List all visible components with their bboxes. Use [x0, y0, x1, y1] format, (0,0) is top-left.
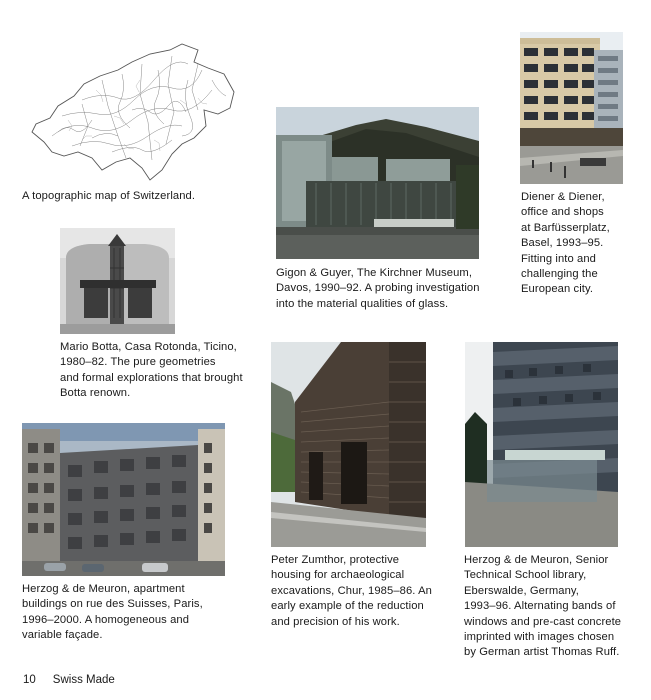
caption-line: excavations, Chur, 1985–86. An — [271, 584, 432, 597]
section-title: Swiss Made — [52, 674, 115, 686]
caption-line: Diener & Diener, — [521, 191, 605, 203]
kirchner-museum-photo — [276, 107, 479, 259]
barfusserplatz-building-photo — [520, 32, 623, 184]
caption-line: office and shops — [521, 206, 604, 219]
caption-line: Basel, 1993–95. — [521, 237, 604, 250]
caption-line: 1993–96. Alternating bands of — [464, 600, 616, 613]
herzog-paris-caption — [22, 582, 203, 644]
caption-line: challenging the — [521, 268, 598, 281]
caption-line: into the material qualities of glass. — [276, 297, 449, 310]
kirchner-caption — [276, 266, 480, 312]
switzerland-map-figure — [22, 40, 238, 182]
chur-shelter-image — [271, 342, 426, 547]
caption-line: Gigon & Guyer, The Kirchner Museum, — [276, 267, 473, 279]
page-footer — [23, 674, 115, 686]
rue-des-suisses-image — [22, 423, 225, 576]
diener-caption — [521, 190, 610, 298]
rue-des-suisses-photo — [22, 423, 225, 576]
caption-line: imprinted with images chosen — [464, 631, 615, 644]
caption-line: 1996–2000. A homogeneous and — [22, 613, 190, 626]
caption-line: 1980–82. The pure geometries — [60, 356, 216, 369]
caption-line: Botta renown. — [60, 387, 131, 400]
eberswalde-library-image — [465, 342, 618, 547]
caption-line: buildings on rue des Suisses, Paris, — [22, 598, 203, 611]
herzog-library-caption — [464, 553, 621, 661]
kirchner-museum-image — [276, 107, 479, 259]
page-number: 10 — [23, 674, 36, 686]
map-caption — [22, 189, 195, 204]
chur-shelter-photo — [271, 342, 426, 547]
caption-line: Fitting into and — [521, 252, 596, 265]
casa-rotonda-photo — [60, 228, 175, 334]
caption-line: A topographic map of Switzerland. — [22, 190, 196, 202]
caption-line: Eberswalde, Germany, — [464, 584, 579, 597]
caption-line: Technical School library, — [464, 569, 587, 582]
eberswalde-library-photo — [465, 342, 618, 547]
switzerland-map-image — [22, 40, 238, 182]
caption-line: at Barfüsserplatz, — [521, 221, 610, 234]
caption-line: Herzog & de Meuron, Senior — [464, 554, 609, 566]
caption-line: and formal explorations that brought — [60, 371, 243, 384]
caption-line: Davos, 1990–92. A probing investigation — [276, 282, 480, 295]
caption-line: windows and pre-cast concrete — [464, 615, 622, 628]
casa-rotonda-image — [60, 228, 175, 334]
caption-line: housing for archaeological — [271, 569, 405, 582]
caption-line: and precision of his work. — [271, 615, 400, 628]
caption-line: variable façade. — [22, 629, 103, 642]
caption-line: Peter Zumthor, protective — [271, 554, 400, 566]
caption-line: by German artist Thomas Ruff. — [464, 646, 620, 659]
botta-caption — [60, 340, 243, 402]
caption-line: Mario Botta, Casa Rotonda, Ticino, — [60, 341, 237, 353]
zumthor-caption — [271, 553, 432, 630]
caption-line: European city. — [521, 283, 594, 296]
barfusserplatz-image — [520, 32, 623, 184]
caption-line: Herzog & de Meuron, apartment — [22, 583, 185, 595]
caption-line: early example of the reduction — [271, 600, 424, 613]
